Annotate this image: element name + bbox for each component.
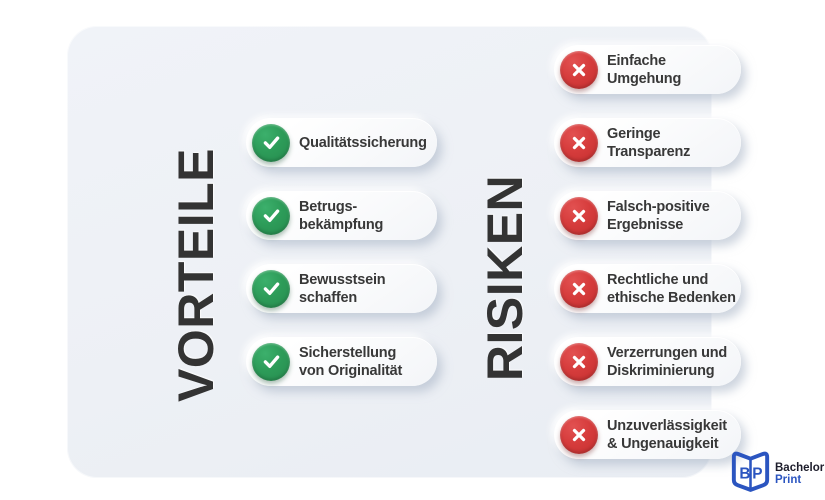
comparison-card xyxy=(67,26,736,478)
risk-pill xyxy=(554,264,741,313)
cross-icon xyxy=(560,197,598,235)
cross-icon xyxy=(560,124,598,162)
label-line: von Originalität xyxy=(299,362,403,379)
advantage-pill xyxy=(246,337,437,386)
brand-logo xyxy=(730,450,824,498)
risk-pill xyxy=(554,410,741,459)
label-line: & Ungenauigkeit xyxy=(607,435,719,452)
svg-text:B: B xyxy=(739,465,751,483)
label-line: Rechtliche und xyxy=(607,271,709,288)
label-line: Bewusstsein xyxy=(299,271,386,288)
label-line: Ergebnisse xyxy=(607,216,684,233)
risk-pill xyxy=(554,337,741,386)
label-line: ethische Bedenken xyxy=(607,289,736,306)
svg-text:P: P xyxy=(752,465,763,483)
label-line: Umgehung xyxy=(607,70,682,87)
risk-label xyxy=(607,125,690,161)
label-line: schaffen xyxy=(299,289,358,306)
risk-label xyxy=(607,271,736,307)
brand-name-top: Bachelor xyxy=(775,462,825,474)
label-line: Unzuverlässigkeit xyxy=(607,417,727,434)
risk-pill xyxy=(554,45,741,94)
label-line: Diskriminierung xyxy=(607,362,715,379)
cross-icon xyxy=(560,343,598,381)
advantage-label xyxy=(299,198,383,234)
risk-label xyxy=(607,344,727,380)
label-line: Transparenz xyxy=(607,143,691,160)
risks-heading: RISIKEN xyxy=(477,174,533,382)
risk-label xyxy=(607,417,727,453)
check-icon xyxy=(252,197,290,235)
advantage-pill xyxy=(246,118,437,167)
check-icon xyxy=(252,124,290,162)
advantage-pill xyxy=(246,191,437,240)
label-line: Geringe xyxy=(607,125,661,142)
cross-icon xyxy=(560,270,598,308)
check-icon xyxy=(252,343,290,381)
advantage-pill xyxy=(246,264,437,313)
brand-name xyxy=(775,462,824,486)
bachelorprint-book-icon xyxy=(730,450,771,498)
advantage-label xyxy=(299,134,427,152)
risk-label xyxy=(607,198,710,234)
advantage-label xyxy=(299,271,385,307)
cross-icon xyxy=(560,416,598,454)
label-line: bekämpfung xyxy=(299,216,384,233)
risk-pill xyxy=(554,118,741,167)
check-icon xyxy=(252,270,290,308)
risk-pill xyxy=(554,191,741,240)
label-line: Betrugs- xyxy=(299,198,358,215)
advantages-heading: VORTEILE xyxy=(168,147,224,403)
label-line: Einfache xyxy=(607,52,666,69)
advantage-label xyxy=(299,344,402,380)
cross-icon xyxy=(560,51,598,89)
brand-name-bottom: Print xyxy=(775,474,802,486)
label-line: Falsch-positive xyxy=(607,198,710,215)
label-line: Sicherstellung xyxy=(299,344,397,361)
label-line: Verzerrungen und xyxy=(607,344,728,361)
risk-label xyxy=(607,52,681,88)
label-line: Qualitätssicherung xyxy=(299,134,427,151)
